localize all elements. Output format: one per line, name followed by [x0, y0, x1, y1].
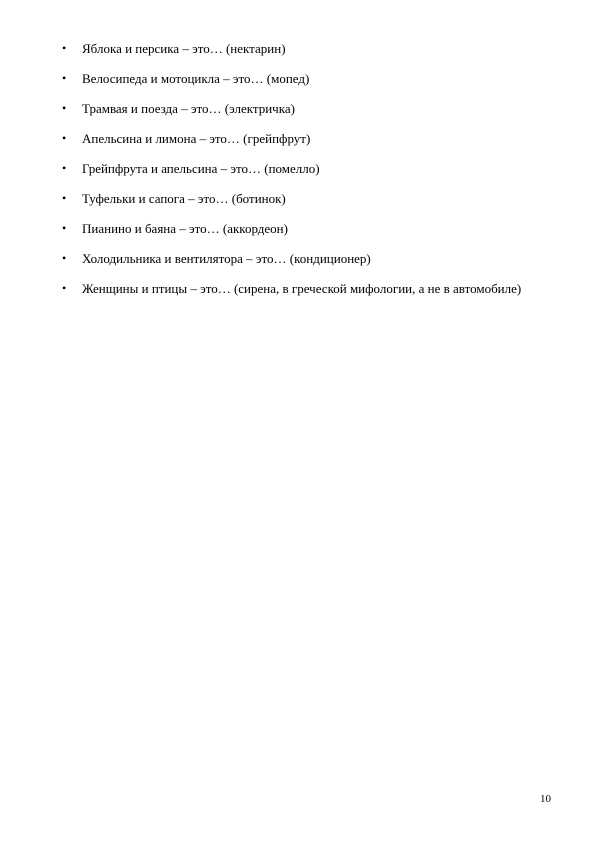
bullet-icon: •	[62, 221, 67, 235]
list-item-text: Грейпфрута и апельсина – это… (помелло)	[82, 161, 320, 176]
bullet-icon: •	[62, 131, 67, 145]
list-item	[62, 160, 542, 177]
list-item	[62, 250, 542, 267]
list-item	[62, 100, 542, 117]
bullet-list	[62, 40, 542, 310]
list-item	[62, 220, 542, 237]
bullet-icon: •	[62, 161, 67, 175]
list-item	[62, 130, 542, 147]
bullet-icon: •	[62, 251, 67, 265]
list-item	[62, 190, 542, 207]
list-item-text: Велосипеда и мотоцикла – это… (мопед)	[82, 71, 310, 86]
list-item-text: Туфельки и сапога – это… (ботинок)	[82, 191, 286, 206]
list-item-text: Яблока и персика – это… (нектарин)	[82, 41, 286, 56]
bullet-icon: •	[62, 281, 67, 295]
bullet-icon: •	[62, 71, 67, 85]
list-item-text: Трамвая и поезда – это… (электричка)	[82, 101, 295, 116]
list-item-text: Пианино и баяна – это… (аккордеон)	[82, 221, 288, 236]
list-item	[62, 70, 542, 87]
list-item-text: Женщины и птицы – это… (сирена, в греческой мифологии, а не в автомобиле)	[82, 281, 522, 296]
page-number: 10	[540, 793, 551, 805]
bullet-icon: •	[62, 101, 67, 115]
list-item-text: Холодильника и вентилятора – это… (кондиционер)	[82, 251, 371, 266]
bullet-icon: •	[62, 191, 67, 205]
list-item-text: Апельсина и лимона – это… (грейпфрут)	[82, 131, 311, 146]
list-item	[62, 40, 542, 57]
bullet-icon: •	[62, 41, 67, 55]
list-item	[62, 280, 542, 297]
